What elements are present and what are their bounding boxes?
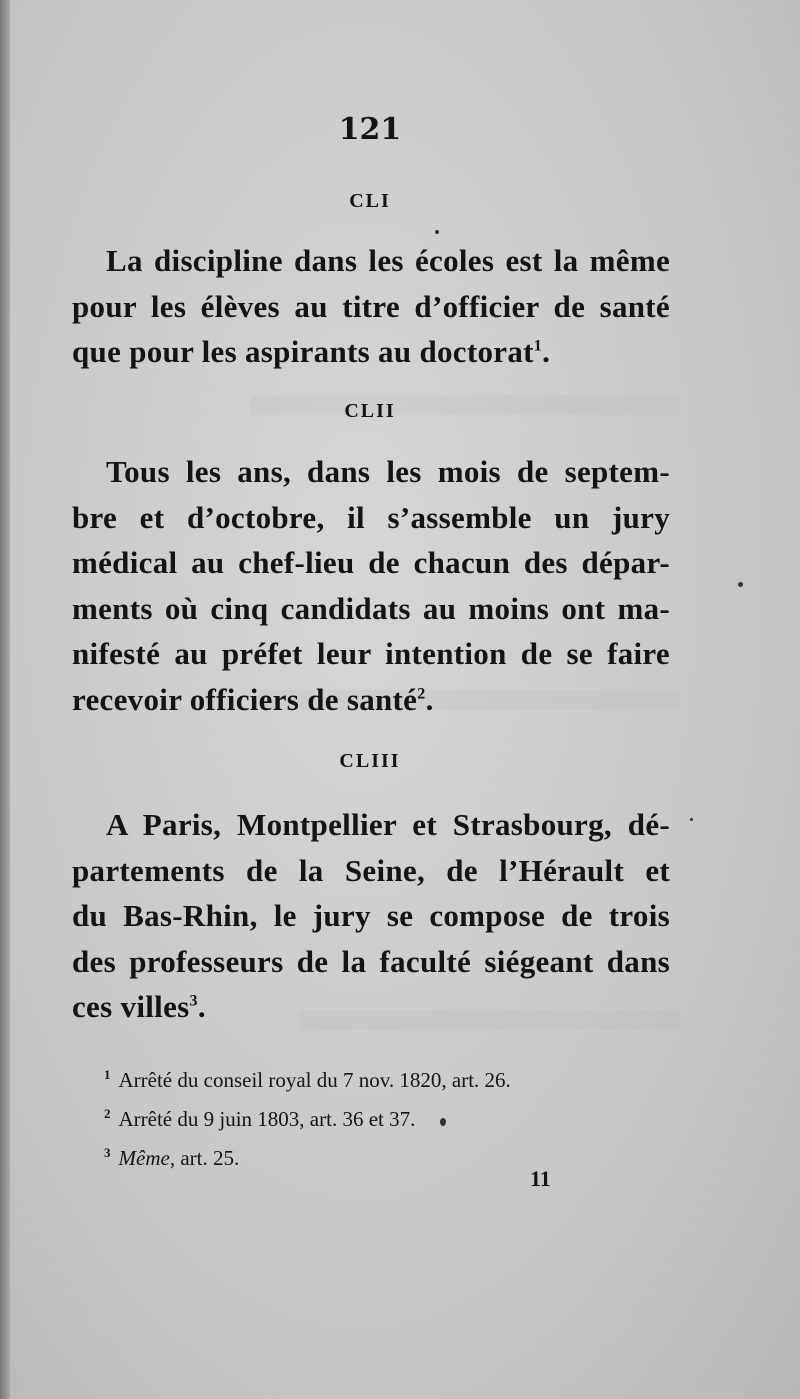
paragraph-line: des professeurs de la faculté siégeant dans xyxy=(72,943,670,979)
footnote-ref: 1 xyxy=(533,337,543,355)
footnote: $^3$ Même, art. 25. xyxy=(104,1145,240,1170)
footnote: $^2$ Arrêté du 9 juin 1803, art. 36 et 37. xyxy=(104,1106,416,1131)
paragraph-line: ces villes$^3$. xyxy=(72,989,206,1024)
footnotes xyxy=(104,1058,674,1175)
section-heading: CLIII xyxy=(339,750,401,772)
paragraph-line: A Paris, Montpellier et Strasbourg, dé- xyxy=(106,807,670,842)
section-paragraph xyxy=(72,238,670,375)
paragraph-line: médical au chef-lieu de chacun des dépar- xyxy=(72,545,670,580)
footnote: $^1$ Arrêté du conseil royal du 7 nov. 1820, art. 26. xyxy=(104,1067,511,1092)
section-paragraph xyxy=(72,449,670,722)
footnote-mark: 3 xyxy=(104,1145,111,1160)
paragraph-line: pour les élèves au titre d’officier de santé xyxy=(72,288,670,324)
paragraph-line: du Bas-Rhin, le jury se compose de trois xyxy=(72,898,670,933)
paragraph-line: ments où cinq candidats au moins ont ma- xyxy=(72,590,670,626)
paragraph-line: que pour les aspirants au doctorat$^1$. xyxy=(72,334,551,369)
paper-speck xyxy=(435,230,439,234)
paper-speck xyxy=(690,818,693,821)
paper-speck xyxy=(738,582,743,587)
section-heading: CLII xyxy=(344,400,396,422)
paper-speck xyxy=(440,1118,446,1126)
paragraph-line: recevoir officiers de santé$^2$. xyxy=(72,681,434,717)
paragraph-line: Tous les ans, dans les mois de septem- xyxy=(106,454,670,489)
paragraph-line: nifesté au préfet leur intention de se faire xyxy=(72,636,670,671)
page-number: 121 xyxy=(338,112,402,147)
paragraph-line: bre et d’octobre, il s’assemble un jury xyxy=(72,499,670,535)
footnote-mark: 2 xyxy=(104,1106,111,1121)
signature-mark: 11 xyxy=(530,1166,551,1191)
footnote-ref: 2 xyxy=(417,685,426,703)
section-heading: CLI xyxy=(349,190,391,212)
paragraph-line: La discipline dans les écoles est la même xyxy=(106,243,670,278)
paragraph-line: partements de la Seine, de l’Hérault et xyxy=(72,852,670,888)
section-paragraph xyxy=(72,802,670,1030)
footnote-mark: 1 xyxy=(104,1067,111,1082)
footnote-ref: 3 xyxy=(189,992,198,1010)
